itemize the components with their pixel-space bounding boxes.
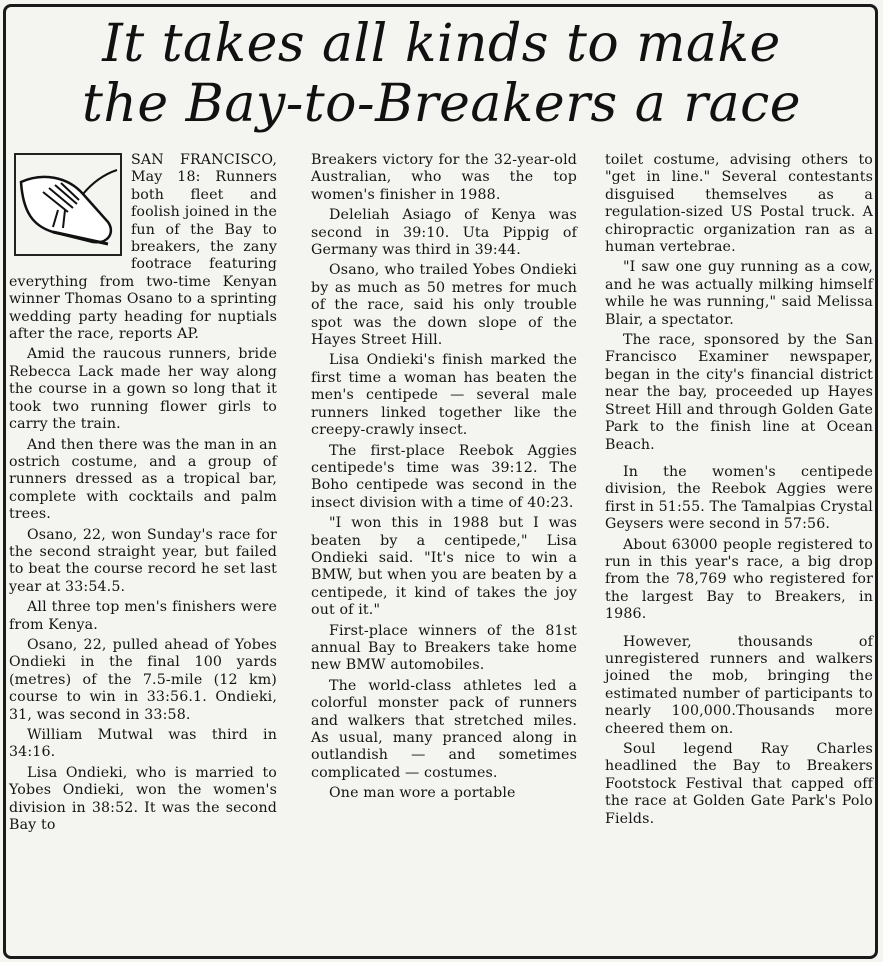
article-column-2: [311, 152, 577, 806]
paragraph: All three top men's finishers were from Kenya.: [9, 599, 277, 633]
article-column-3: [605, 152, 873, 831]
paragraph: Osano, 22, won Sunday's race for the second straight year, but failed to beat the course record he set last year at 33:54.5.: [9, 526, 277, 595]
paragraph: Lisa Ondieki's finish marked the first time a woman has beaten the men's centipede — several male runners linked together like the creepy-crawly insect.: [311, 352, 577, 439]
running-shoe-icon: [13, 152, 123, 257]
paragraph: First-place winners of the 81st annual Bay to Breakers take home new BMW automobiles.: [311, 622, 577, 674]
paragraph: Deleliah Asiago of Kenya was second in 39:10. Uta Pippig of Germany was third in 39:44.: [311, 207, 577, 259]
headline-line-2: the Bay-to-Breakers a race: [81, 74, 802, 134]
paragraph: Lisa Ondieki, who is married to Yobes Ondieki, won the women's division in 38:52. It was the second Bay to: [9, 764, 277, 834]
paragraph: The race, sponsored by the San Francisco Examiner newspaper, began in the city's financial district near the bay, proceeded up Hayes Street Hill and through Golden Gate Park to the finish line at Ocean Beach.: [605, 332, 873, 453]
paragraph: Osano, who trailed Yobes Ondieki by as much as 50 metres for much of the race, said his only trouble spot was the down slope of the Hayes Street Hill.: [311, 262, 577, 349]
paragraph: In the women's centipede division, the Reebok Aggies were first in 51:55. The Tamalpias Crystal Geysers were second in 57:56.: [605, 463, 873, 533]
paragraph: Amid the raucous runners, bride Rebecca Lack made her way along the course in a gown so long that it took two running flower girls to carry the train.: [9, 346, 277, 433]
paragraph: About 63000 people registered to run in this year's race, a big drop from the 78,769 who registered for the largest Bay to Breakers, in 1986.: [605, 536, 873, 623]
paragraph: Breakers victory for the 32-year-old Australian, who was the top women's finisher in 1988.: [311, 152, 577, 203]
paragraph: toilet costume, advising others to "get in line." Several contestants disguised themselves as a regulation-sized US Postal truck. A chiropractic organization ran as a human vertebrae.: [605, 152, 873, 256]
paragraph: "I won this in 1988 but I was beaten by a centipede," Lisa Ondieki said. "It's nice to win a BMW, but when you are beaten by a centipede, it kind of takes the joy out of it.": [311, 515, 577, 619]
paragraph: "I saw one guy running as a cow, and he was actually milking himself while he was running," said Melissa Blair, a spectator.: [605, 259, 873, 328]
headline: [0, 14, 883, 134]
paragraph: Osano, 22, pulled ahead of Yobes Ondieki in the final 100 yards (metres) of the 7.5-mile (12 km) course to win in 33:56.1. Ondieki, 31, was second in 33:58.: [9, 636, 277, 723]
paragraph: Soul legend Ray Charles headlined the Bay to Breakers Footstock Festival that capped off the race at Golden Gate Park's Polo Fields.: [605, 741, 873, 827]
headline-line-1: It takes all kinds to make: [102, 14, 781, 74]
paragraph: And then there was the man in an ostrich costume, and a group of runners dressed as a tropical bar, complete with cocktails and palm trees.: [9, 436, 277, 523]
paragraph: One man wore a portable: [329, 785, 516, 802]
paragraph: The world-class athletes led a colorful monster pack of runners and walkers that stretched miles. As usual, many pranced along in outlandish — and sometimes complicated — costumes.: [311, 677, 577, 781]
paragraph: William Mutwal was third in 34:16.: [9, 727, 277, 761]
paragraph: However, thousands of unregistered runners and walkers joined the mob, bringing the estimated number of participants to nearly 100,000.Thousands more cheered them on.: [605, 633, 873, 737]
paragraph: SAN FRANCISCO, May 18: Runners both fleet and foolish joined in the fun of the Bay to breakers, the zany footrace featuring everything from two-time Kenyan winner Thomas Osano to a sprinting wedding party heading for nuptials after the race, reports AP.: [9, 152, 277, 343]
paragraph: The first-place Reebok Aggies centipede's time was 39:12. The Boho centipede was second in the insect division with a time of 40:23.: [311, 442, 577, 511]
article-column-1: [9, 152, 277, 837]
